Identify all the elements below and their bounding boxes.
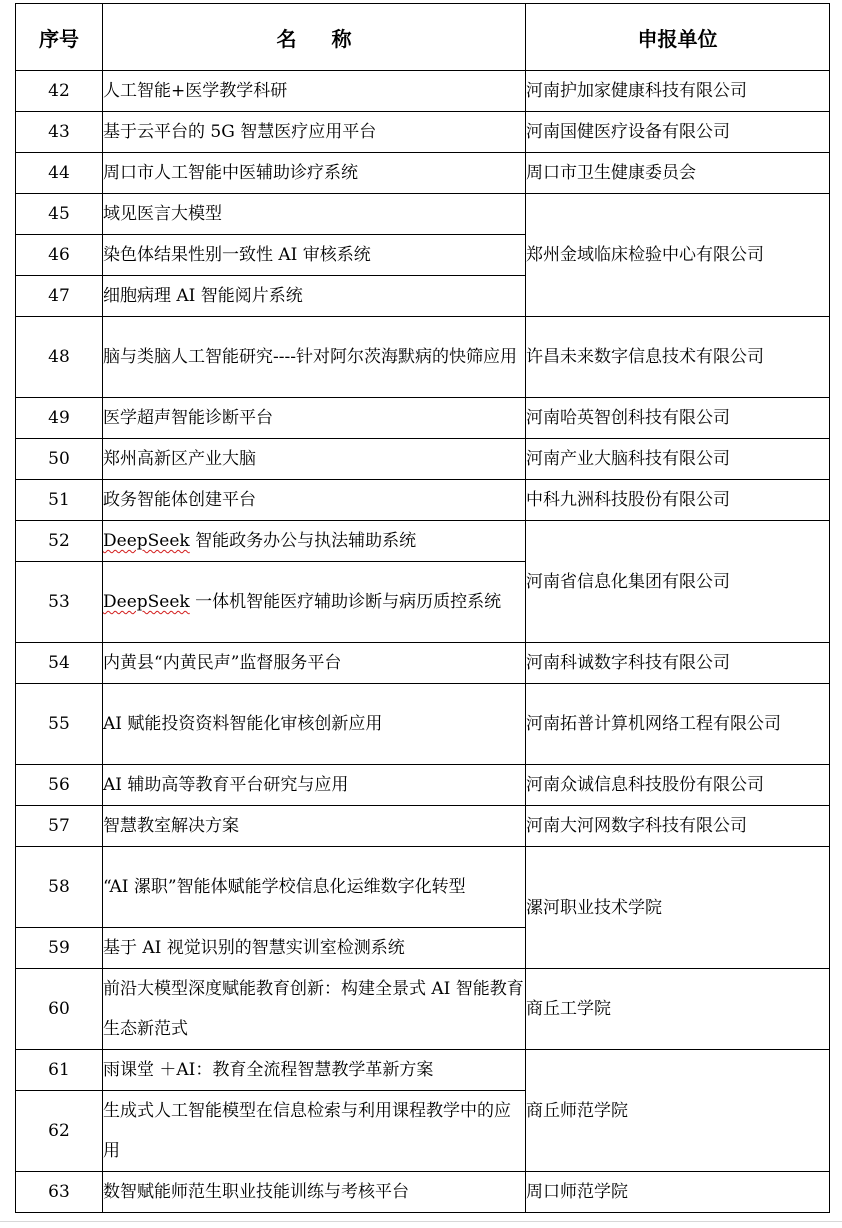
table-row xyxy=(16,317,830,398)
project-name-text: 雨课堂 ＋AI：教育全流程智慧教学革新方案 xyxy=(103,1060,434,1080)
project-name-text: “AI 漯职”智能体赋能学校信息化运维数字化转型 xyxy=(103,877,466,897)
applicant-unit: 河南科诚数字科技有限公司 xyxy=(526,643,830,684)
row-number: 50 xyxy=(16,439,103,480)
project-name xyxy=(103,847,526,928)
row-number: 62 xyxy=(16,1091,103,1172)
row-number: 45 xyxy=(16,194,103,235)
applicant-unit: 周口师范学院 xyxy=(526,1172,830,1213)
table-row xyxy=(16,521,830,562)
project-name-text: 郑州高新区产业大脑 xyxy=(103,449,256,469)
applicant-unit: 河南护加家健康科技有限公司 xyxy=(526,71,830,112)
table-row xyxy=(16,643,830,684)
project-name-text: 基于 AI 视觉识别的智慧实训室检测系统 xyxy=(103,938,405,958)
row-number: 42 xyxy=(16,71,103,112)
applicant-unit: 河南产业大脑科技有限公司 xyxy=(526,439,830,480)
project-name xyxy=(103,765,526,806)
row-number: 47 xyxy=(16,276,103,317)
project-name xyxy=(103,439,526,480)
project-name-text: 智能政务办公与执法辅助系统 xyxy=(189,531,417,551)
project-name-text: 细胞病理 AI 智能阅片系统 xyxy=(103,286,303,306)
project-name-text: 脑与类脑人工智能研究----针对阿尔茨海默病的快筛应用 xyxy=(103,347,517,367)
project-name-text: AI 赋能投资资料智能化审核创新应用 xyxy=(103,714,383,734)
project-name-text: 域见医言大模型 xyxy=(103,204,222,224)
project-name xyxy=(103,153,526,194)
project-name xyxy=(103,1091,526,1172)
project-name xyxy=(103,317,526,398)
project-name-text: 基于云平台的 5G 智慧医疗应用平台 xyxy=(103,122,377,142)
project-name-text: 一体机智能医疗辅助诊断与病历质控系统 xyxy=(189,592,502,612)
table-row xyxy=(16,765,830,806)
table-body xyxy=(16,71,830,1213)
project-name xyxy=(103,398,526,439)
project-name xyxy=(103,562,526,643)
applicant-unit: 河南拓普计算机网络工程有限公司 xyxy=(526,684,830,765)
spellcheck-word: DeepSeek xyxy=(103,592,190,612)
project-name xyxy=(103,194,526,235)
table-row xyxy=(16,439,830,480)
table-row xyxy=(16,1050,830,1091)
table-row xyxy=(16,806,830,847)
project-name xyxy=(103,480,526,521)
table-row xyxy=(16,153,830,194)
table-row xyxy=(16,847,830,928)
project-name xyxy=(103,235,526,276)
header-row xyxy=(16,4,830,71)
row-number: 54 xyxy=(16,643,103,684)
project-name xyxy=(103,928,526,969)
row-number: 57 xyxy=(16,806,103,847)
project-name xyxy=(103,643,526,684)
project-name-text: 医学超声智能诊断平台 xyxy=(103,408,273,428)
applicant-unit: 河南大河网数字科技有限公司 xyxy=(526,806,830,847)
applicant-unit: 许昌未来数字信息技术有限公司 xyxy=(526,317,830,398)
table-row xyxy=(16,398,830,439)
row-number: 46 xyxy=(16,235,103,276)
page-bottom-rule xyxy=(0,1221,842,1222)
table-row xyxy=(16,480,830,521)
row-number: 52 xyxy=(16,521,103,562)
project-name xyxy=(103,521,526,562)
applicant-unit: 漯河职业技术学院 xyxy=(526,847,830,969)
applicant-unit: 河南众诚信息科技股份有限公司 xyxy=(526,765,830,806)
project-table xyxy=(15,3,830,1213)
row-number: 55 xyxy=(16,684,103,765)
row-number: 60 xyxy=(16,969,103,1050)
row-number: 44 xyxy=(16,153,103,194)
row-number: 63 xyxy=(16,1172,103,1213)
project-name xyxy=(103,112,526,153)
applicant-unit: 中科九洲科技股份有限公司 xyxy=(526,480,830,521)
project-name-text: 人工智能+医学教学科研 xyxy=(103,81,288,101)
applicant-unit: 商丘师范学院 xyxy=(526,1050,830,1172)
row-number: 58 xyxy=(16,847,103,928)
spellcheck-word: DeepSeek xyxy=(103,531,190,551)
table-row xyxy=(16,112,830,153)
project-name-text: 政务智能体创建平台 xyxy=(103,490,256,510)
project-name-text: 前沿大模型深度赋能教育创新：构建全景式 AI 智能教育生态新范式 xyxy=(103,979,524,1039)
project-name-text: 染色体结果性别一致性 AI 审核系统 xyxy=(103,245,371,265)
row-number: 49 xyxy=(16,398,103,439)
table-row xyxy=(16,684,830,765)
header-unit: 申报单位 xyxy=(526,4,830,71)
project-name xyxy=(103,71,526,112)
project-name xyxy=(103,806,526,847)
project-name xyxy=(103,684,526,765)
row-number: 51 xyxy=(16,480,103,521)
project-name-text: AI 辅助高等教育平台研究与应用 xyxy=(103,775,349,795)
table-row xyxy=(16,969,830,1050)
header-name: 名 称 xyxy=(103,4,526,71)
row-number: 43 xyxy=(16,112,103,153)
project-name xyxy=(103,969,526,1050)
project-name xyxy=(103,1172,526,1213)
project-name xyxy=(103,1050,526,1091)
project-name-text: 智慧教室解决方案 xyxy=(103,816,239,836)
table-row xyxy=(16,194,830,235)
row-number: 48 xyxy=(16,317,103,398)
project-name xyxy=(103,276,526,317)
applicant-unit: 河南省信息化集团有限公司 xyxy=(526,521,830,643)
applicant-unit: 商丘工学院 xyxy=(526,969,830,1050)
project-name-text: 周口市人工智能中医辅助诊疗系统 xyxy=(103,163,358,183)
project-name-text: 生成式人工智能模型在信息检索与利用课程教学中的应用 xyxy=(103,1101,511,1161)
project-name-text: 内黄县“内黄民声”监督服务平台 xyxy=(103,653,342,673)
row-number: 56 xyxy=(16,765,103,806)
header-no: 序号 xyxy=(16,4,103,71)
table-row xyxy=(16,71,830,112)
applicant-unit: 河南国健医疗设备有限公司 xyxy=(526,112,830,153)
row-number: 61 xyxy=(16,1050,103,1091)
table-row xyxy=(16,1172,830,1213)
applicant-unit: 河南哈英智创科技有限公司 xyxy=(526,398,830,439)
applicant-unit: 郑州金域临床检验中心有限公司 xyxy=(526,194,830,317)
project-name-text: 数智赋能师范生职业技能训练与考核平台 xyxy=(103,1182,409,1202)
row-number: 53 xyxy=(16,562,103,643)
applicant-unit: 周口市卫生健康委员会 xyxy=(526,153,830,194)
row-number: 59 xyxy=(16,928,103,969)
